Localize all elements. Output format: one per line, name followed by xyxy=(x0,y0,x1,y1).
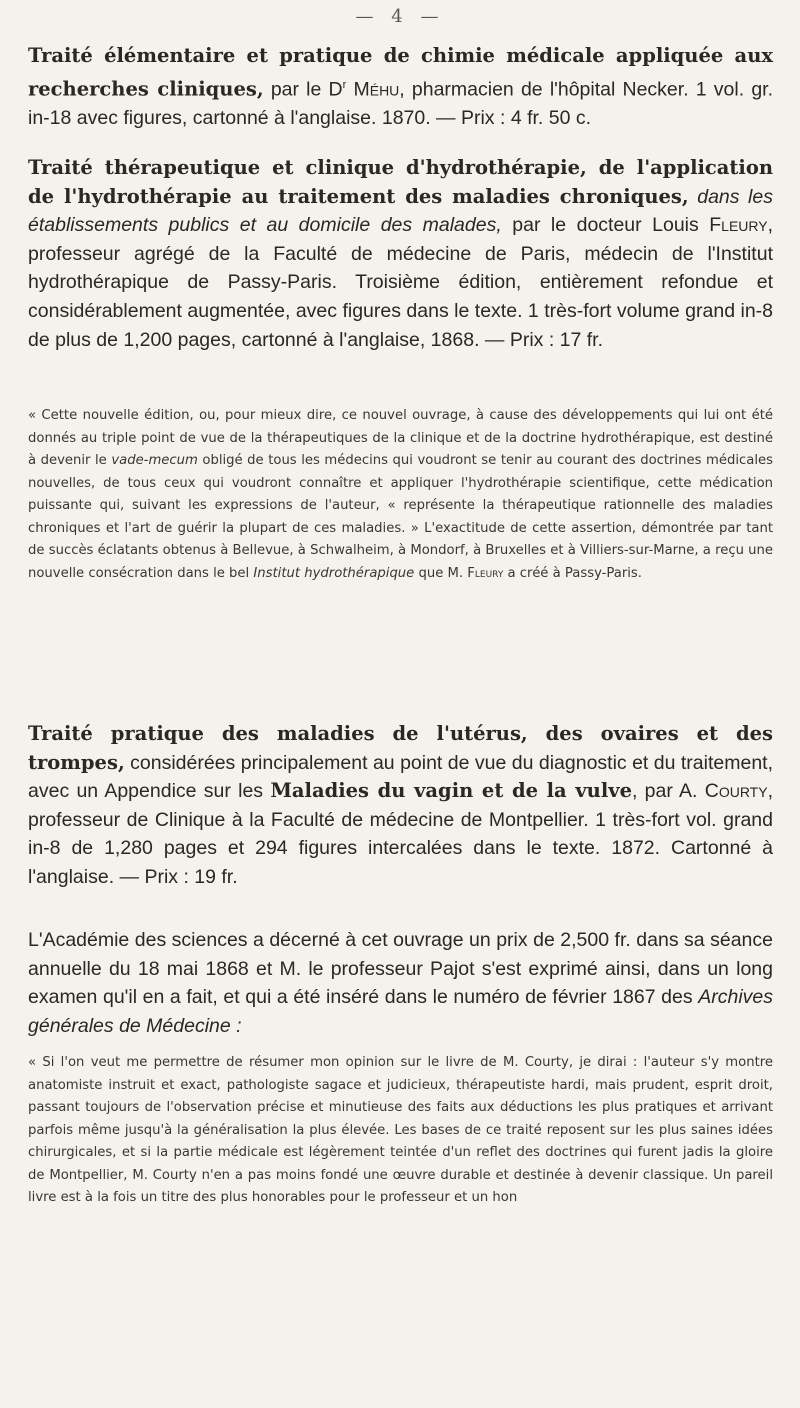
entry-chimie-medicale: Traité élémentaire et pratique de chimie médicale appliquée aux recherches cliniques, par le $D^r$ Méhu, pharmacien de l'hôpital Necker. 1 vol. gr. in-18 avec figures, cartonné à l'anglaise. 1870. — Prix : 4 fr. 50 c. xyxy=(28,44,773,129)
entry-title: Traité pratique des maladies de l'utérus, des ovaires et des trompes, xyxy=(28,722,773,774)
entry-title: Traité thérapeutique et clinique d'hydrothérapie, de l'application de l'hydrothérapie au traitement des maladies chroniques, xyxy=(28,156,773,208)
entry-maladies-uterus: Traité pratique des maladies de l'utérus, des ovaires et des trompes, considérées principalement au point de vue du diagnostic et du traitement, avec un Appendice sur les Maladies du vagin et de la vulve, par A. Courty, professeur de Clinique à la Faculté de médecine de Montpellier. 1 très-fort vol. grand in-8 de 1,280 pages et 294 figures intercalées dans le texte. 1872. Cartonné à l'anglaise. — Prix : 19 fr. xyxy=(28,722,773,888)
author-name: Méhu xyxy=(353,78,400,101)
review-quote-hydrotherapie: « Cette nouvelle édition, ou, pour mieux dire, ce nouvel ouvrage, à cause des développements qui lui ont été donnés au triple point de vue de la thérapeutiques de la clinique et de la doctrine hydrothérapique, est destiné à devenir le vade-mecum obligé de tous les médecins qui voudront se tenir au courant des doctrines médicales nouvelles, de tous ceux qui voudront connaître et appliquer l'hydrothérapie scientifique, cette médication puissante qui, suivant les expressions de l'auteur, « représente la thérapeutique rationnelle des maladies chroniques et l'art de guérir la plupart de ces maladies. » L'exactitude de cette assertion, démontrée par tant de succès éclatants obtenus à Bellevue, à Schwalheim, à Mondorf, à Bruxelles et à Villiers-sur-Marne, a reçu une nouvelle consécration dans le bel Institut hydrothérapique que M. Fleury a créé à Passy-Paris. xyxy=(28,408,773,581)
entry-title: Traité élémentaire et pratique de chimie médicale appliquée aux recherches cliniques, xyxy=(28,44,773,101)
author-name: Fleury xyxy=(709,214,768,237)
review-quote-pajot: « Si l'on veut me permettre de résumer mon opinion sur le livre de M. Courty, je dirai : l'auteur s'y montre anatomiste instruit et exact, pathologiste sagace et judicieux, thérapeutiste hardi, mais prudent, esprit droit, passant toujours de l'observation précise et minutieuse des faits aux déductions les plus pratiques et arrivant parfois même jusqu'à la généralisation la plus élevée. Les bases de ce traité reposent sur les plus saines idées chirurgicales, et si la partie médicale est légèrement teintée d'un reflet des doctrines qui furent jadis la gloire de Montpellier, M. Courty n'en a pas moins fondé une œuvre durable et destinée à devenir classique. Un pareil livre est à la fois un titre des plus honorables pour le professeur et un hon xyxy=(28,1055,773,1205)
entry-hydrotherapie: Traité thérapeutique et clinique d'hydrothérapie, de l'application de l'hydrothérapie au traitement des maladies chroniques, dans les établissements publics et au domicile des malades, par le docteur Louis Fleury, professeur agrégé de la Faculté de médecine de Paris, médecin de l'Institut hydrothérapique de Passy-Paris. Troisième édition, entièrement refondue et considérablement augmentée, avec figures dans le texte. 1 très-fort volume grand in-8 de plus de 1,200 pages, cartonné à l'anglaise, 1868. — Prix : 17 fr. xyxy=(28,156,774,351)
author-name: Courty xyxy=(704,780,768,803)
page-number: — 4 — xyxy=(355,6,445,27)
academie-paragraph: L'Académie des sciences a décerné à cet ouvrage un prix de 2,500 fr. dans sa séance annuelle du 18 mai 1868 et M. le professeur Pajot s'est exprimé ainsi, dans un long examen qu'il en a fait, et qui a été inséré dans le numéro de février 1867 des Archives générales de Médecine : xyxy=(28,929,773,1037)
